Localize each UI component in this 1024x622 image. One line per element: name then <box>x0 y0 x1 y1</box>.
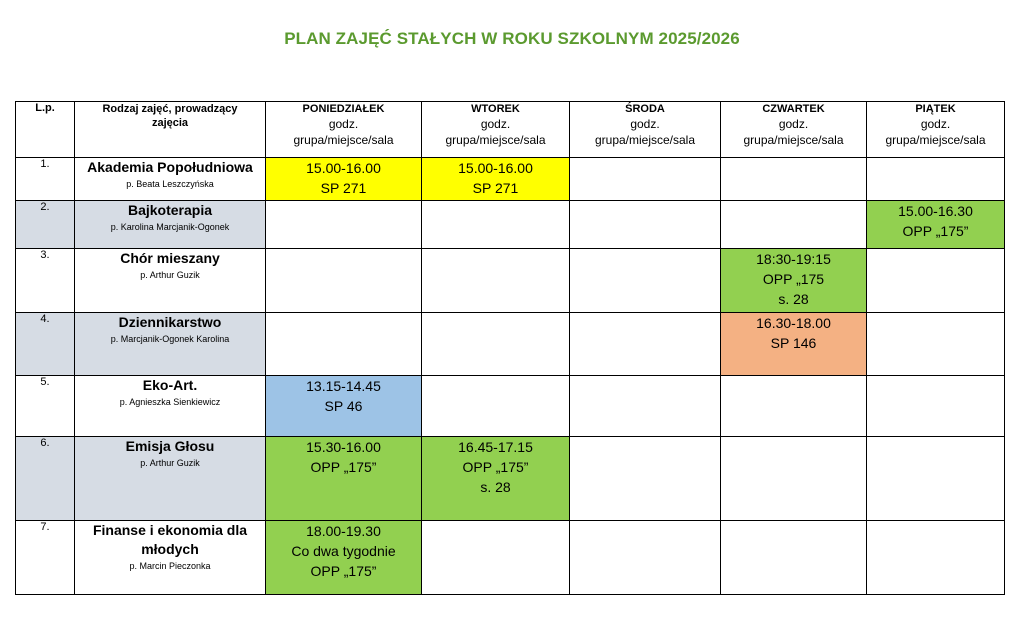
header-day-tuesday <box>422 102 570 158</box>
schedule-slot <box>266 158 422 201</box>
slot-text: OPP „175 <box>762 271 825 287</box>
schedule-slot <box>266 201 422 249</box>
schedule-slot <box>266 521 422 595</box>
schedule-table <box>15 101 1005 595</box>
header-lp: L.p. <box>16 102 75 158</box>
schedule-slot <box>721 249 867 313</box>
schedule-slot <box>570 376 721 437</box>
schedule-slot <box>266 437 422 521</box>
schedule-slot <box>422 521 570 595</box>
activity-name: Dziennikarstwo <box>118 314 222 330</box>
slot-text: OPP „175” <box>462 459 529 475</box>
slot-text: s. 28 <box>778 291 809 307</box>
table-row <box>16 437 1005 521</box>
slot-text: SP 271 <box>472 180 519 196</box>
table-row <box>16 376 1005 437</box>
activity-cell <box>75 249 266 313</box>
activity-cell <box>75 201 266 249</box>
teacher-name: p. Agnieszka Sienkiewicz <box>119 397 221 407</box>
teacher-name: p. Arthur Guzik <box>140 458 200 468</box>
schedule-slot <box>422 313 570 376</box>
schedule-slot <box>721 376 867 437</box>
table-row <box>16 313 1005 376</box>
schedule-slot <box>867 437 1005 521</box>
schedule-slot <box>570 201 721 249</box>
slot-text: 15.00-16.00 <box>458 160 533 176</box>
activity-cell <box>75 376 266 437</box>
slot-text: 15.00-16.30 <box>898 203 973 219</box>
teacher-name: p. Marcjanik-Ogonek Karolina <box>110 334 230 344</box>
day-sub-place: grupa/miejsce/sala <box>885 133 986 147</box>
slot-text: 15.30-16.00 <box>306 439 381 455</box>
day-sub-place: grupa/miejsce/sala <box>743 133 844 147</box>
schedule-slot <box>570 521 721 595</box>
schedule-slot <box>867 376 1005 437</box>
day-name: PONIEDZIAŁEK <box>302 103 385 115</box>
table-row <box>16 158 1005 201</box>
schedule-slot <box>266 249 422 313</box>
header-activity-line1: Rodzaj zajęć, prowadzący <box>102 103 238 115</box>
header-day-thursday <box>721 102 867 158</box>
activity-name: Emisja Głosu <box>125 438 215 454</box>
header-day-wednesday <box>570 102 721 158</box>
day-name: PIĄTEK <box>915 103 956 115</box>
header-activity-line2: zajęcia <box>151 117 189 129</box>
schedule-slot <box>422 158 570 201</box>
day-sub-hours: godz. <box>778 117 809 131</box>
teacher-name: p. Karolina Marcjanik-Ogonek <box>110 222 230 232</box>
schedule-slot <box>570 249 721 313</box>
schedule-slot <box>721 313 867 376</box>
schedule-slot <box>422 376 570 437</box>
slot-text: Co dwa tygodnie <box>291 543 396 559</box>
activity-cell <box>75 521 266 595</box>
slot-text: OPP „175” <box>902 223 969 239</box>
schedule-slot <box>867 249 1005 313</box>
slot-text: 18.00-19.30 <box>306 523 381 539</box>
teacher-name: p. Beata Leszczyńska <box>126 179 214 189</box>
activity-cell <box>75 437 266 521</box>
header-day-monday <box>266 102 422 158</box>
slot-text: s. 28 <box>480 479 511 495</box>
slot-text: 16.45-17.15 <box>458 439 533 455</box>
row-number: 1. <box>16 158 75 201</box>
schedule-slot <box>570 158 721 201</box>
activity-name: Eko-Art. <box>142 377 198 393</box>
day-sub-place: grupa/miejsce/sala <box>293 133 394 147</box>
table-row <box>16 521 1005 595</box>
slot-text: 13.15-14.45 <box>306 378 381 394</box>
schedule-slot <box>721 201 867 249</box>
schedule-slot <box>721 521 867 595</box>
schedule-slot <box>721 437 867 521</box>
row-number: 6. <box>16 437 75 521</box>
day-sub-place: grupa/miejsce/sala <box>594 133 696 147</box>
header-day-friday <box>867 102 1005 158</box>
schedule-slot <box>867 521 1005 595</box>
schedule-slot <box>721 158 867 201</box>
schedule-slot <box>867 313 1005 376</box>
activity-name: Akademia Popołudniowa <box>87 159 253 175</box>
day-sub-hours: godz. <box>920 117 951 131</box>
slot-text: SP 271 <box>320 180 367 196</box>
slot-text: 18:30-19:15 <box>756 251 831 267</box>
teacher-name: p. Arthur Guzik <box>140 270 200 280</box>
header-row <box>16 102 1005 158</box>
slot-text: OPP „175” <box>310 459 377 475</box>
schedule-slot <box>422 437 570 521</box>
row-number: 3. <box>16 249 75 313</box>
schedule-slot <box>422 249 570 313</box>
schedule-slot <box>867 201 1005 249</box>
schedule-slot <box>570 437 721 521</box>
day-sub-hours: godz. <box>630 117 660 131</box>
header-activity <box>75 102 266 158</box>
slot-text: SP 46 <box>324 398 363 414</box>
page-title: PLAN ZAJĘĆ STAŁYCH W ROKU SZKOLNYM 2025/2026 <box>284 29 740 48</box>
schedule-slot <box>570 313 721 376</box>
day-sub-hours: godz. <box>480 117 511 131</box>
day-sub-place: grupa/miejsce/sala <box>445 133 546 147</box>
slot-text: SP 146 <box>770 335 817 351</box>
table-row <box>16 201 1005 249</box>
schedule-slot <box>266 376 422 437</box>
activity-name: Bajkoterapia <box>127 202 213 218</box>
teacher-name: p. Marcin Pieczonka <box>129 561 211 571</box>
row-number: 4. <box>16 313 75 376</box>
activity-name: Finanse i ekonomia dla młodych <box>92 522 248 557</box>
activity-cell <box>75 313 266 376</box>
schedule-slot <box>422 201 570 249</box>
day-name: CZWARTEK <box>762 103 825 115</box>
table-row <box>16 249 1005 313</box>
slot-text: 16.30-18.00 <box>756 315 831 331</box>
schedule-slot <box>867 158 1005 201</box>
activity-cell <box>75 158 266 201</box>
row-number: 5. <box>16 376 75 437</box>
slot-text: 15.00-16.00 <box>306 160 381 176</box>
day-name: ŚRODA <box>625 103 665 115</box>
schedule-slot <box>266 313 422 376</box>
row-number: 7. <box>16 521 75 595</box>
activity-name: Chór mieszany <box>120 250 220 266</box>
row-number: 2. <box>16 201 75 249</box>
slot-text: OPP „175” <box>310 563 377 579</box>
day-name: WTOREK <box>471 103 520 115</box>
day-sub-hours: godz. <box>328 117 359 131</box>
